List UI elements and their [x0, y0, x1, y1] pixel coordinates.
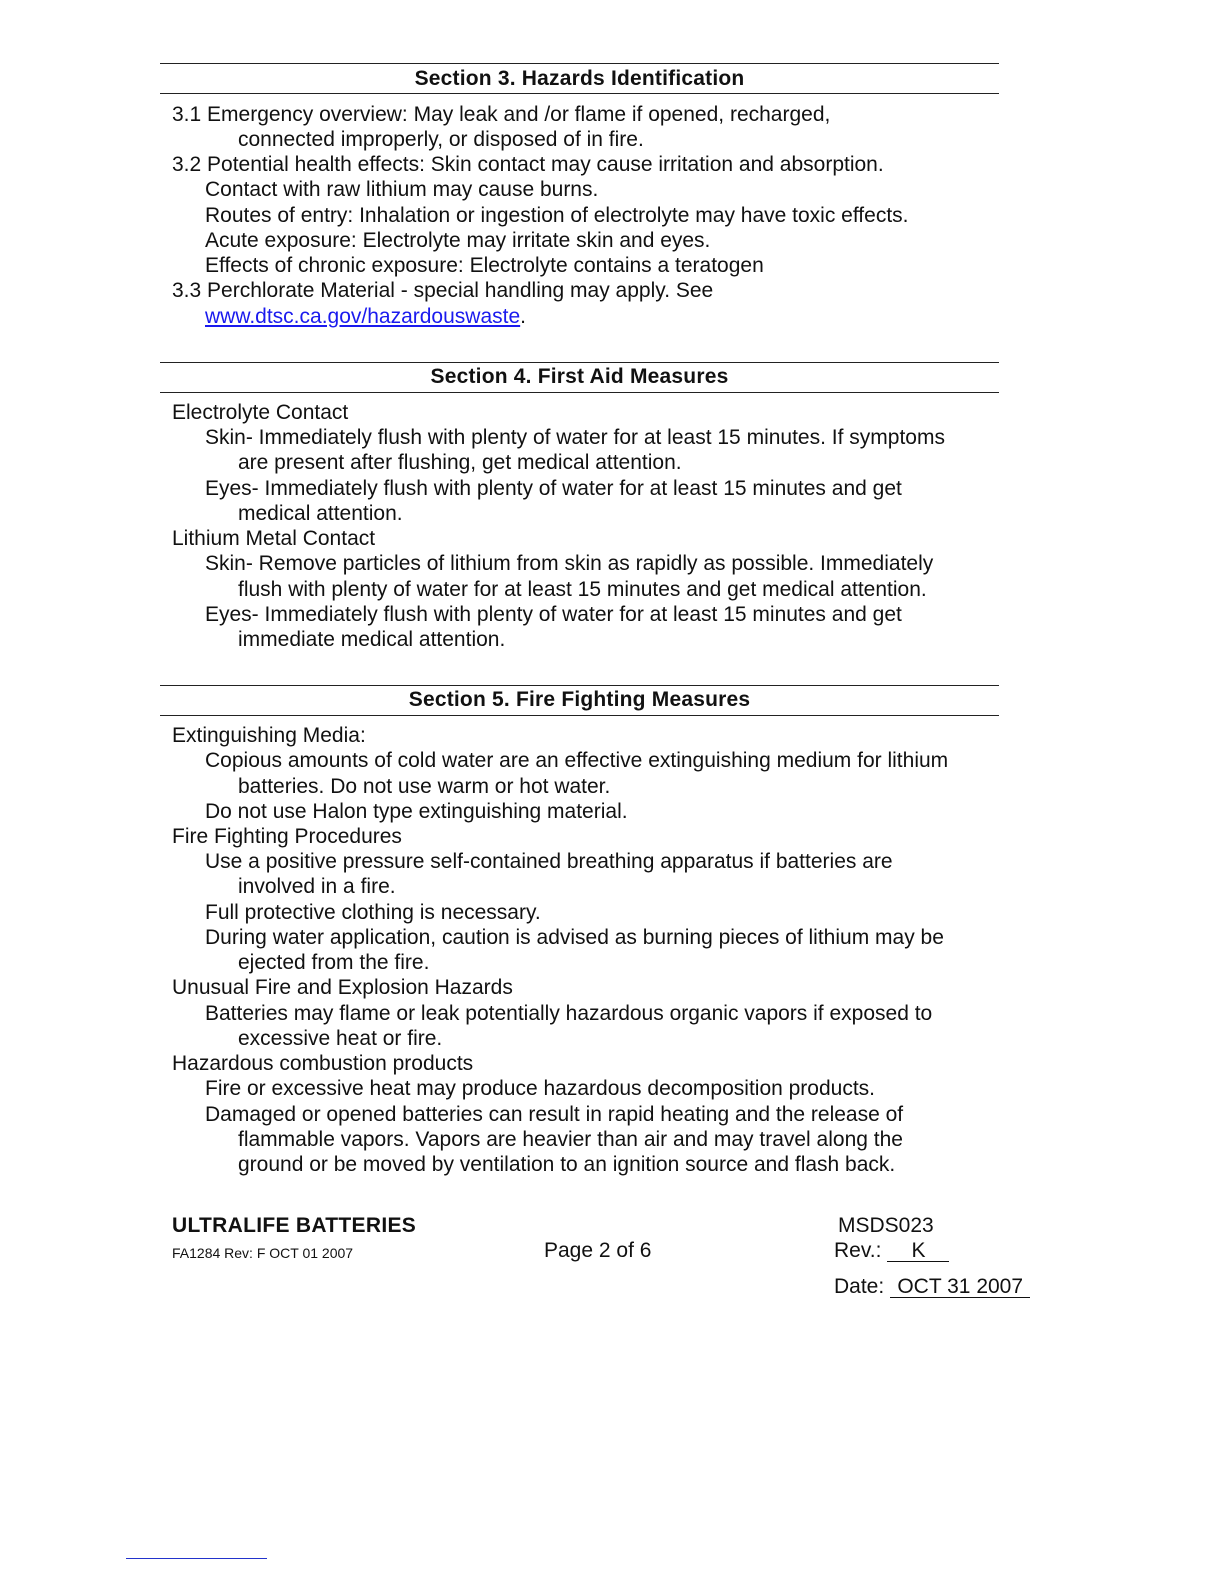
- section5-line: flammable vapors. Vapors are heavier than air and may travel along the: [238, 1128, 903, 1151]
- footnote-separator: [126, 1558, 267, 1559]
- section5-line: ejected from the fire.: [238, 951, 430, 974]
- footer-company-name: ULTRALIFE BATTERIES: [172, 1214, 417, 1237]
- section3-line: Contact with raw lithium may cause burns.: [205, 178, 599, 201]
- footer-msds-id: MSDS023: [838, 1214, 934, 1237]
- date-label: Date:: [834, 1275, 885, 1298]
- section5-line: involved in a fire.: [238, 875, 396, 898]
- section4-line: Lithium Metal Contact: [172, 527, 376, 550]
- section4-bottom-rule: [160, 392, 999, 393]
- section5-line: During water application, caution is advised as burning pieces of lithium may be: [205, 926, 944, 949]
- section3-top-rule: [160, 63, 999, 64]
- section3-line: 3.1 Emergency overview: May leak and /or flame if opened, recharged,: [172, 103, 831, 126]
- footer-page-number: Page 2 of 6: [544, 1239, 652, 1262]
- section3-line: 3.3 Perchlorate Material - special handling may apply. See: [172, 279, 714, 302]
- section5-line: Fire Fighting Procedures: [172, 825, 402, 848]
- section4-line: Electrolyte Contact: [172, 401, 349, 424]
- section3-line: Routes of entry: Inhalation or ingestion of electrolyte may have toxic effects.: [205, 204, 909, 227]
- section4-line: medical attention.: [238, 502, 403, 525]
- section5-line: Unusual Fire and Explosion Hazards: [172, 976, 513, 999]
- section3-title: Section 3. Hazards Identification: [414, 67, 745, 90]
- section5-line: Use a positive pressure self-contained breathing apparatus if batteries are: [205, 850, 893, 873]
- section4-line: Skin- Remove particles of lithium from skin as rapidly as possible. Immediately: [205, 552, 934, 575]
- section5-line: ground or be moved by ventilation to an ignition source and flash back.: [238, 1153, 896, 1176]
- section5-line: Extinguishing Media:: [172, 724, 366, 747]
- section5-line: Damaged or opened batteries can result in rapid heating and the release of: [205, 1103, 904, 1126]
- section4-line: Eyes- Immediately flush with plenty of water for at least 15 minutes and get: [205, 477, 902, 500]
- section3-line: Acute exposure: Electrolyte may irritate skin and eyes.: [205, 229, 711, 252]
- section4-top-rule: [160, 362, 999, 363]
- section4-line: flush with plenty of water for at least 15 minutes and get medical attention.: [238, 578, 927, 601]
- section4-line: Eyes- Immediately flush with plenty of water for at least 15 minutes and get: [205, 603, 902, 626]
- section5-line: Batteries may flame or leak potentially hazardous organic vapors if exposed to: [205, 1002, 933, 1025]
- section3-link-line: [205, 304, 526, 329]
- section3-line: connected improperly, or disposed of in fire.: [238, 128, 644, 151]
- section4-line: are present after flushing, get medical attention.: [238, 451, 682, 474]
- section3-bottom-rule: [160, 93, 999, 94]
- section3-line: 3.2 Potential health effects: Skin contact may cause irritation and absorption.: [172, 153, 884, 176]
- section5-line: Do not use Halon type extinguishing material.: [205, 800, 628, 823]
- link-suffix: .: [520, 305, 526, 328]
- section4-title: Section 4. First Aid Measures: [430, 365, 729, 388]
- section5-line: excessive heat or fire.: [238, 1027, 443, 1050]
- footer-form-number: FA1284 Rev: F OCT 01 2007: [172, 1245, 354, 1261]
- section3-line: Effects of chronic exposure: Electrolyte contains a teratogen: [205, 254, 764, 277]
- rev-value: K: [887, 1240, 949, 1262]
- section5-line: Fire or excessive heat may produce hazardous decomposition products.: [205, 1077, 876, 1100]
- section4-line: Skin- Immediately flush with plenty of water for at least 15 minutes. If symptoms: [205, 426, 945, 449]
- section5-title: Section 5. Fire Fighting Measures: [408, 688, 751, 711]
- section5-top-rule: [160, 685, 999, 686]
- section5-line: Copious amounts of cold water are an effective extinguishing medium for lithium: [205, 749, 949, 772]
- section5-line: batteries. Do not use warm or hot water.: [238, 775, 611, 798]
- date-value: OCT 31 2007: [890, 1276, 1030, 1298]
- footer-revision: [834, 1238, 949, 1263]
- rev-label: Rev.:: [834, 1239, 882, 1262]
- footer-date: [834, 1274, 1030, 1299]
- section5-line: Full protective clothing is necessary.: [205, 901, 541, 924]
- section5-line: Hazardous combustion products: [172, 1052, 474, 1075]
- section4-line: immediate medical attention.: [238, 628, 506, 651]
- section5-bottom-rule: [160, 715, 999, 716]
- dtsc-hazardous-waste-link[interactable]: www.dtsc.ca.gov/hazardouswaste: [205, 305, 521, 328]
